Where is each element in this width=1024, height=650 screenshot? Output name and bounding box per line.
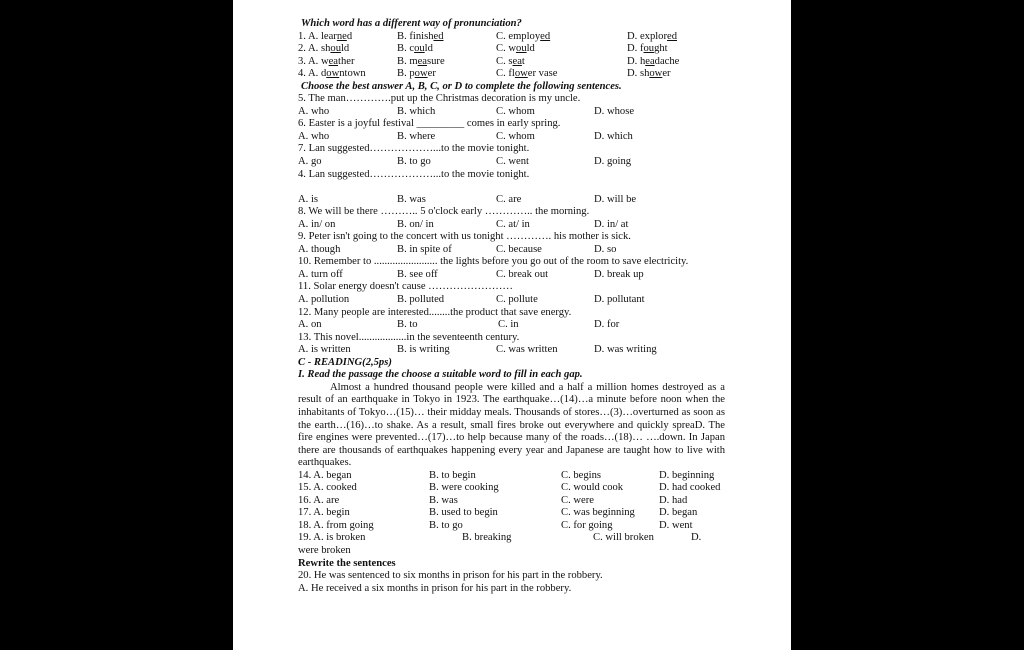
option-a: A. is written <box>298 344 351 356</box>
option-d: D. began <box>659 507 698 519</box>
option-a: A. go <box>298 156 322 168</box>
worksheet-content <box>298 18 728 595</box>
question-8: 8. We will be there ……….. 5 o'clock early ………….. the morning. <box>298 206 590 218</box>
pron-1-d: D. explored <box>627 30 678 42</box>
option-b: B. breaking <box>462 532 512 544</box>
options-13 <box>298 344 728 357</box>
question-13: 13. This novel..................in the seventeenth century. <box>298 331 520 343</box>
pron-3-b: B. measure <box>397 55 445 67</box>
option-a: A. in/ on <box>298 218 336 230</box>
option-a: A. turn off <box>298 268 343 280</box>
options-17 <box>298 507 728 520</box>
option-b: B. see off <box>397 268 438 280</box>
option-d: D. in/ at <box>594 218 629 230</box>
question-9: 9. Peter isn't going to the concert with us tonight …………. his mother is sick. <box>298 231 631 243</box>
option-d: D. beginning <box>659 469 715 481</box>
option-d: D. will be <box>594 193 637 205</box>
option-d: D. had cooked <box>659 482 721 494</box>
option-a: 17. A. begin <box>298 507 350 519</box>
option-c: C. begins <box>561 469 602 481</box>
option-c: C. would cook <box>561 482 624 494</box>
option-c: C. whom <box>496 130 535 142</box>
option-a: A. who <box>298 130 330 142</box>
option-a: A. who <box>298 105 330 117</box>
option-d: D. had <box>659 494 688 506</box>
pron-4-d: D. shower <box>627 68 671 80</box>
question-11: 11. Solar energy doesn't cause …………………… <box>298 281 513 293</box>
option-c: C. at/ in <box>496 218 530 230</box>
option-c: C. was written <box>496 344 558 356</box>
pron-3-a: 3. A. weather <box>298 55 355 67</box>
question-6: 6. Easter is a joyful festival _________ comes in early spring. <box>298 118 561 130</box>
option-b: B. to go <box>429 519 463 531</box>
options-5 <box>298 106 728 119</box>
options-9 <box>298 244 728 257</box>
option-b: B. was <box>397 193 426 205</box>
option-a: 15. A. cooked <box>298 482 357 494</box>
option-c: C. was beginning <box>561 507 635 519</box>
options-8 <box>298 219 728 232</box>
option-c: C. will broken <box>593 532 654 544</box>
option-b: B. to <box>397 319 418 331</box>
option-b: B. which <box>397 105 436 117</box>
option-c: C. went <box>496 156 529 168</box>
options-11 <box>298 294 728 307</box>
option-d: D. going <box>594 156 632 168</box>
option-b: B. to begin <box>429 469 476 481</box>
options-10 <box>298 269 728 282</box>
answer-20: A. He received a six months in prison for his part in the robbery. <box>298 582 572 594</box>
option-d: D. pollutant <box>594 294 645 306</box>
blank-line <box>298 181 728 194</box>
options-12 <box>298 319 728 332</box>
question-12: 12. Many people are interested........the product that save energy. <box>298 306 572 318</box>
option-d: D. <box>691 532 702 544</box>
reading-instruction: I. Read the passage the choose a suitable word to fill in each gap. <box>298 369 583 381</box>
option-a: A. pollution <box>298 294 350 306</box>
option-d: D. was writing <box>594 344 657 356</box>
pron-4-a: 4. A. downtown <box>298 68 366 80</box>
question-5: 5. The man………….put up the Christmas decoration is my uncle. <box>298 93 581 105</box>
option-c: C. are <box>496 193 522 205</box>
option-c: C. for going <box>561 519 613 531</box>
option-c: C. were <box>561 494 594 506</box>
pron-row-3 <box>298 56 728 69</box>
question-7: 7. Lan suggested………………...to the movie tonight. <box>298 143 530 155</box>
option-c: C. pollute <box>496 294 538 306</box>
option-a: 16. A. are <box>298 494 340 506</box>
option-b: B. were cooking <box>429 482 499 494</box>
option-c: C. break out <box>496 268 549 280</box>
option-d: D. break up <box>594 268 644 280</box>
question-10: 10. Remember to ........................ the lights before you go out of the room to save electricity. <box>298 256 689 268</box>
option-a: 18. A. from going <box>298 519 374 531</box>
option-b: B. where <box>397 130 436 142</box>
option-d: D. went <box>659 519 693 531</box>
document-page <box>233 0 791 650</box>
pron-row-2 <box>298 43 728 56</box>
reading-heading: C - READING(2,5ps) <box>298 356 392 368</box>
pron-2-d: D. fought <box>627 43 668 55</box>
pron-4-b: B. power <box>397 68 436 80</box>
question-4-repeat: 4. Lan suggested………………...to the movie tonight. <box>298 168 530 180</box>
option-d: D. so <box>594 243 617 255</box>
option-b: B. used to begin <box>429 507 498 519</box>
pron-4-c: C. flower vase <box>496 68 558 80</box>
option-c: C. because <box>496 243 542 255</box>
options-14 <box>298 470 728 483</box>
options-6 <box>298 131 728 144</box>
options-18 <box>298 520 728 533</box>
option-b: B. polluted <box>397 294 445 306</box>
option-d: D. which <box>594 130 633 142</box>
options-7 <box>298 156 728 169</box>
options-19 <box>298 532 728 545</box>
options-4-repeat <box>298 194 728 207</box>
pron-2-a: 2. A. should <box>298 43 350 55</box>
pron-2-b: B. could <box>397 43 433 55</box>
options-16 <box>298 495 728 508</box>
option-b: B. in spite of <box>397 243 452 255</box>
pron-1-a: 1. A. learned <box>298 30 353 42</box>
option-a: 19. A. is broken <box>298 532 366 544</box>
reading-passage: Almost a hundred thousand people were killed and a half a million homes destroyed as a result of an earthquake in Tokyo in 1923. The earthquake…(14)…a minute before noon when the inhabitants of Tokyo…(15)… their midday meals. Thousands of stores…(3)…overturned as soon as the earth…(16)…to shake. As a result, small fires broke out everywhere and quickly spreaD. The fire engines were prevented…(17)…to help because many of the roads…(18)… ….down. In Japan there are thousands of earthquakes happening every year and Japanese are taught how to live with earthquakes. <box>298 381 725 469</box>
option-a: A. is <box>298 193 319 205</box>
option-b: B. to go <box>397 156 431 168</box>
pron-2-c: C. would <box>496 43 535 55</box>
pron-3-c: C. seat <box>496 55 525 67</box>
pron-3-d: D. headache <box>627 55 680 67</box>
pron-row-4 <box>298 68 728 81</box>
option-a: A. on <box>298 319 322 331</box>
mc-title: Choose the best answer A, B, C, or D to complete the following sentences. <box>301 80 622 92</box>
option-d: D. whose <box>594 105 635 117</box>
pronunciation-title: Which word has a different way of pronunciation? <box>301 18 522 29</box>
rewrite-title: Rewrite the sentences <box>298 557 396 569</box>
options-19-wrap: were broken <box>298 544 351 556</box>
option-b: B. is writing <box>397 344 450 356</box>
option-a: 14. A. began <box>298 469 352 481</box>
option-b: B. on/ in <box>397 218 434 230</box>
option-b: B. was <box>429 494 458 506</box>
question-20: 20. He was sentenced to six months in prison for his part in the robbery. <box>298 570 603 582</box>
pron-1-c: C. employed <box>496 30 551 42</box>
option-c: C. whom <box>496 105 535 117</box>
option-c: C. in <box>498 319 519 331</box>
pron-row-1 <box>298 31 728 44</box>
pron-1-b: B. finished <box>397 30 444 42</box>
option-a: A. though <box>298 243 341 255</box>
option-d: D. for <box>594 319 620 331</box>
options-15 <box>298 482 728 495</box>
